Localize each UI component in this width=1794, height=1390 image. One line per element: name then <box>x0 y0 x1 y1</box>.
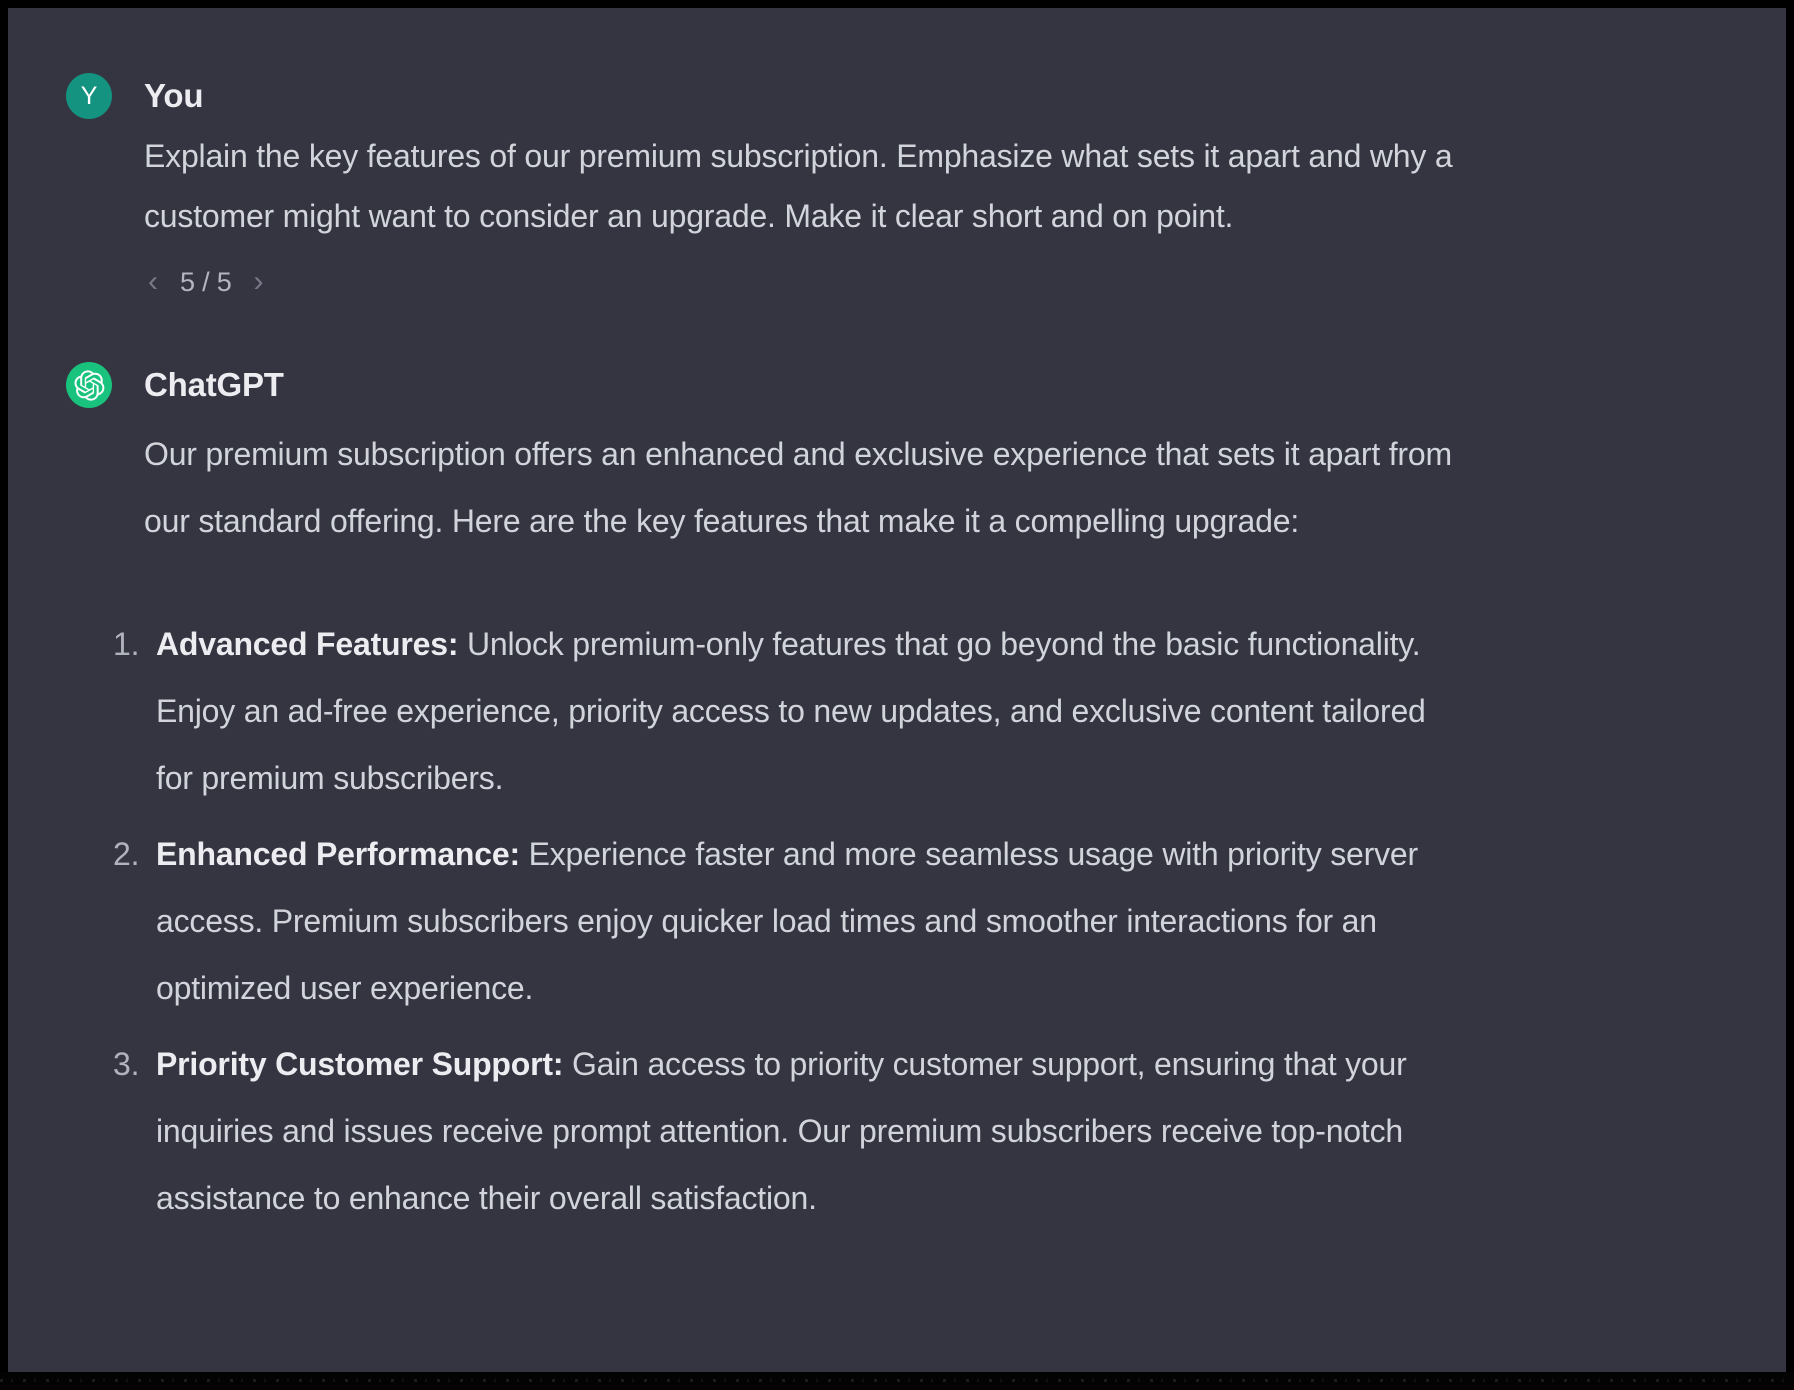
chevron-left-icon[interactable]: ‹ <box>144 264 162 300</box>
chevron-right-icon[interactable]: › <box>250 264 268 300</box>
list-item <box>113 821 1464 1022</box>
list-item <box>113 1031 1464 1232</box>
pager-count: 5 / 5 <box>180 266 232 297</box>
list-item <box>113 611 1464 812</box>
list-item-body: Unlock premium-only features that go beyond the basic functionality. Enjoy an ad-free experience, priority access to new updates, and exclusive content tailored for premium subscribers. <box>156 626 1426 796</box>
assistant-name-label: ChatGPT <box>144 366 284 403</box>
list-item-title: Priority Customer Support: <box>156 1046 564 1082</box>
list-item-number: 3. <box>113 1046 140 1082</box>
list-item-body: Experience faster and more seamless usage with priority server access. Premium subscribers enjoy quicker load times and smoother interactions for an optimized user experience. <box>156 836 1418 1006</box>
list-item-body: Gain access to priority customer support, ensuring that your inquiries and issues receive prompt attention. Our premium subscribers receive top-notch assistance to enhance their overall satisfaction. <box>156 1046 1407 1216</box>
message-version-pager <box>144 264 1464 300</box>
user-message <box>66 66 1766 300</box>
user-name-label: You <box>144 77 204 114</box>
assistant-avatar <box>66 362 112 408</box>
user-message-text: Explain the key features of our premium subscription. Emphasize what sets it apart and why a customer might want to consider an upgrade. Make it clear short and on point. <box>144 138 1453 234</box>
user-avatar-letter: Y <box>80 81 98 110</box>
openai-logo-icon <box>74 370 105 401</box>
user-avatar <box>66 73 112 119</box>
assistant-intro-text: Our premium subscription offers an enhanced and exclusive experience that sets it apart from our standard offering. Here are the key features that make it a compelling upgrade: <box>144 436 1452 539</box>
list-item-number: 2. <box>113 836 140 872</box>
bottom-cutoff-bar <box>0 1372 1794 1390</box>
list-item-title: Advanced Features: <box>156 626 459 662</box>
key-features-list <box>113 611 1464 1232</box>
assistant-message <box>66 355 1766 1241</box>
list-item-title: Enhanced Performance: <box>156 836 520 872</box>
chat-conversation-panel <box>8 8 1786 1372</box>
list-item-number: 1. <box>113 626 140 662</box>
